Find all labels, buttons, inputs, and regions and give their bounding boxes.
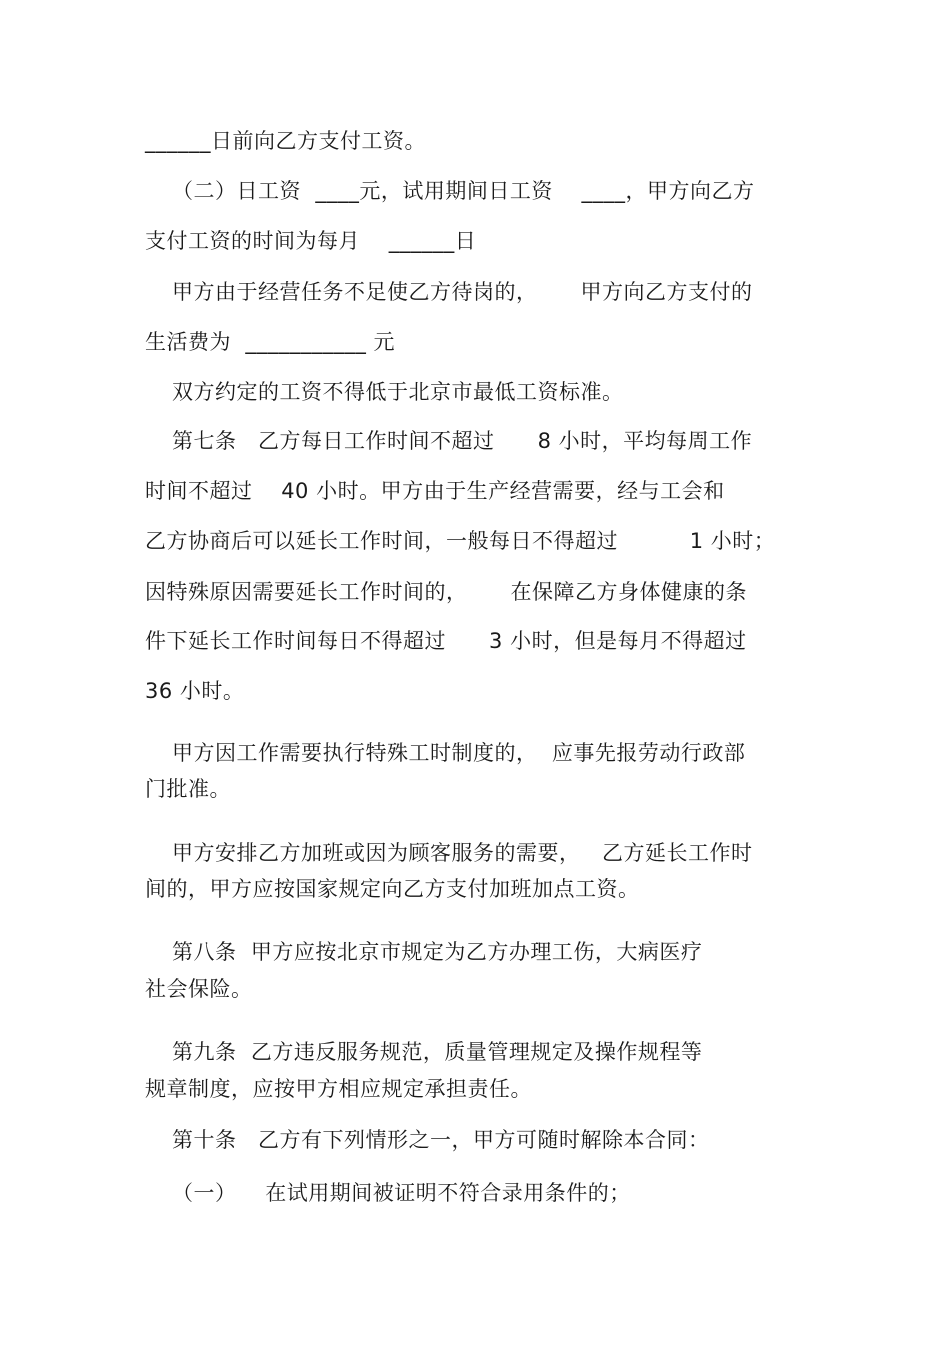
text-line-4: 甲方由于经营任务不足使乙方待岗的， 甲方向乙方支付的 (172, 280, 753, 304)
text-line-7: 第七条 乙方每日工作时间不超过 8 小时，平均每周工作 (172, 429, 753, 453)
text-line-22: （一） 在试用期间被证明不符合录用条件的； (172, 1181, 631, 1205)
text-line-12: 36 小时。 (145, 679, 245, 703)
text-line-2: （二）日工资 ____元，试用期间日工资 ____，甲方向乙方 (172, 179, 755, 203)
text-line-1: ______日前向乙方支付工资。 (145, 129, 426, 153)
text-line-6: 双方约定的工资不得低于北京市最低工资标准。 (172, 380, 624, 404)
text-line-3: 支付工资的时间为每月 ______日 (145, 229, 477, 253)
text-line-19: 第九条 乙方违反服务规范，质量管理规定及操作规程等 (172, 1040, 703, 1064)
text-line-16: 间的，甲方应按国家规定向乙方支付加班加点工资。 (145, 877, 640, 901)
text-line-21: 第十条 乙方有下列情形之一，甲方可随时解除本合同： (172, 1128, 710, 1152)
text-line-18: 社会保险。 (145, 977, 253, 1001)
text-line-9: 乙方协商后可以延长工作时间，一般每日不得超过 1 小时； (145, 529, 776, 553)
text-line-10: 因特殊原因需要延长工作时间的， 在保障乙方身体健康的条 (145, 580, 748, 604)
text-line-5: 生活费为 ___________ 元 (145, 330, 396, 354)
text-line-11: 件下延长工作时间每日不得超过 3 小时，但是每月不得超过 (145, 629, 747, 653)
text-line-17: 第八条 甲方应按北京市规定为乙方办理工伤，大病医疗 (172, 940, 703, 964)
text-line-8: 时间不超过 40 小时。甲方由于生产经营需要，经与工会和 (145, 479, 725, 503)
text-line-13: 甲方因工作需要执行特殊工时制度的， 应事先报劳动行政部 (172, 741, 746, 765)
text-line-15: 甲方安排乙方加班或因为顾客服务的需要， 乙方延长工作时 (172, 841, 753, 865)
text-line-14: 门批准。 (145, 777, 231, 801)
text-line-20: 规章制度，应按甲方相应规定承担责任。 (145, 1077, 532, 1101)
